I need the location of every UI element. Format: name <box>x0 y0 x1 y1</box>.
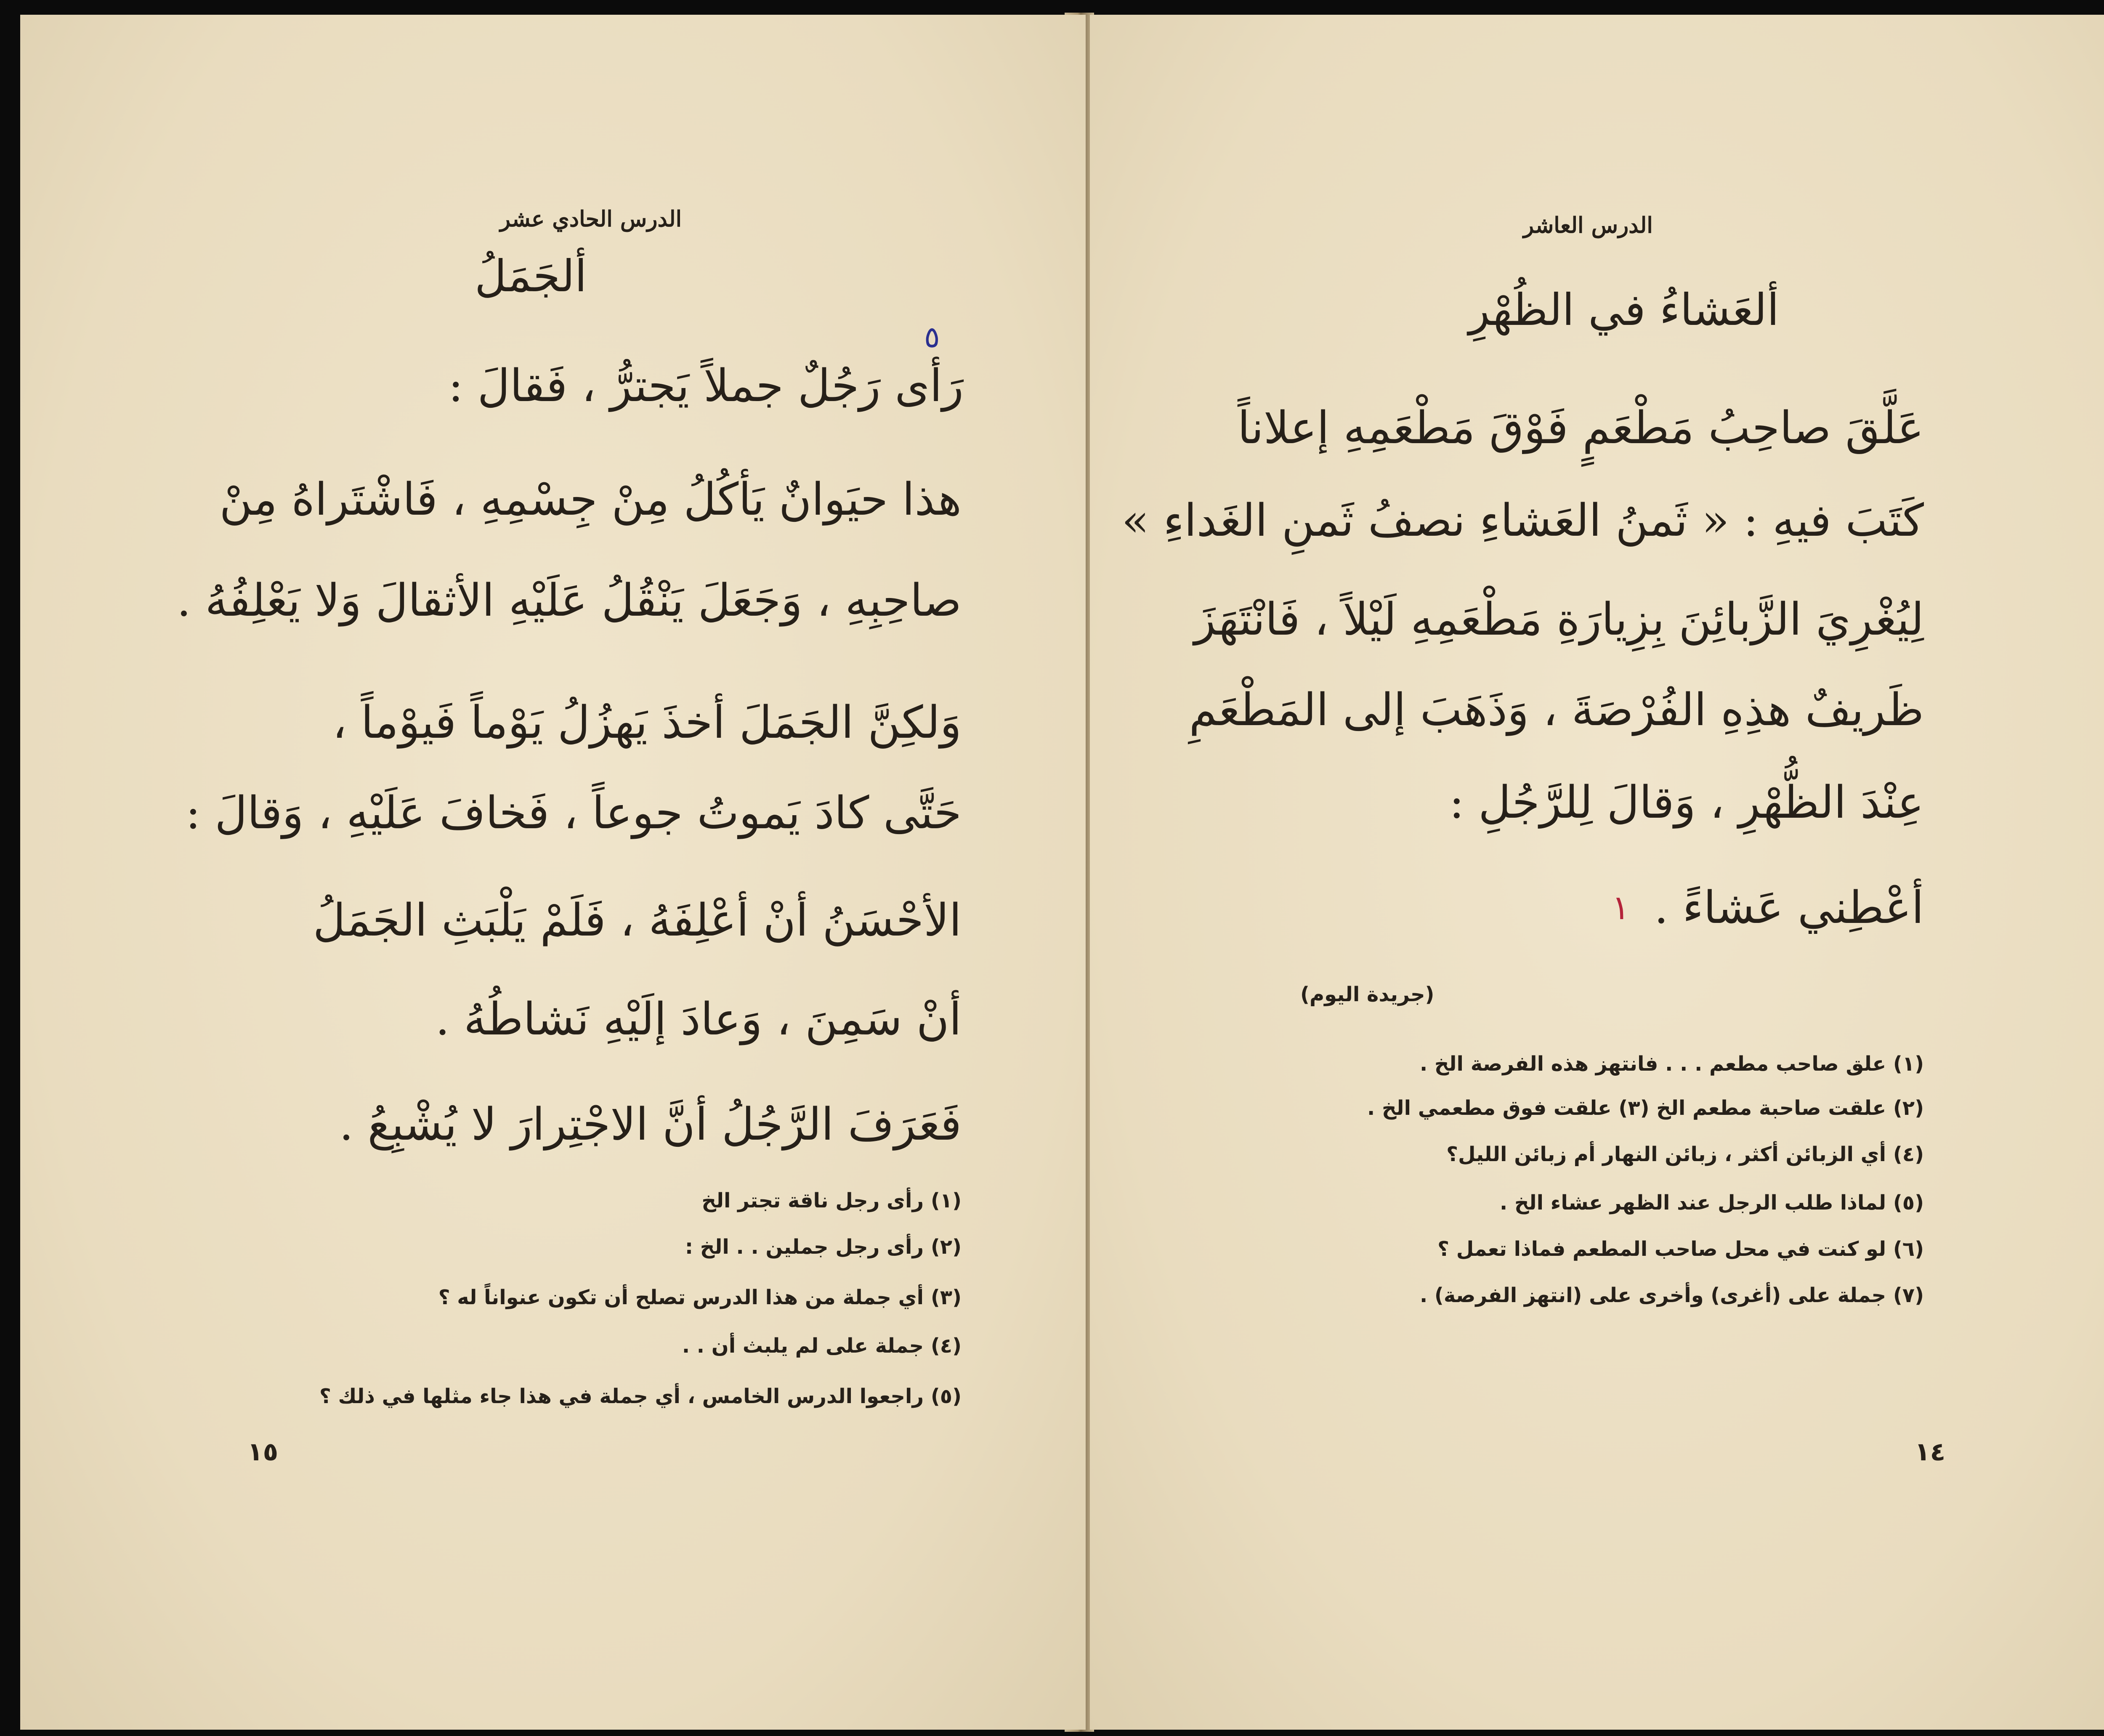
lesson-title: ألجَمَلُ <box>475 250 587 302</box>
text-line: لِيُغْرِيَ الزَّبائِنَ بِزِيارَةِ مَطْعَمِهِ لَيْلاً ، فَانْتَهَزَ <box>1194 593 1924 645</box>
text-line: أعْطِني عَشاءً . <box>1654 882 1924 933</box>
question: (٥) راجعوا الدرس الخامس ، أي جملة في هذا جاء مثلها في ذلك ؟ <box>319 1385 962 1408</box>
lesson-header: الدرس الحادي عشر <box>500 206 682 232</box>
margin-mark: ٥ <box>924 320 940 354</box>
margin-mark: ١ <box>1612 888 1630 927</box>
question: (٣) أي جملة من هذا الدرس تصلح أن تكون عنواناً له ؟ <box>438 1286 962 1309</box>
text-line: حَتَّى كادَ يَموتُ جوعاً ، فَخافَ عَلَيْهِ ، وَقالَ : <box>186 787 962 839</box>
text-line: كَتَبَ فيهِ : « ثَمنُ العَشاءِ نصفُ ثَمنِ الغَداءِ » <box>1121 494 1924 546</box>
question: (١) علق صاحب مطعم . . . فانتهز هذه الفرصة الخ . <box>1419 1052 1924 1076</box>
text-line: صاحِبِهِ ، وَجَعَلَ يَنْقُلُ عَلَيْهِ الأثقالَ وَلا يَعْلِفُهُ . <box>177 574 962 626</box>
question: (٤) جملة على لم يلبث أن . . <box>682 1334 962 1358</box>
text-line: رَأى رَجُلٌ جملاً يَجترُّ ، فَقالَ : <box>448 360 964 412</box>
question: (٢) رأى رجل جملين . . الخ : <box>685 1235 962 1259</box>
question: (١) رأى رجل ناقة تجتر الخ <box>701 1189 962 1212</box>
text-line: وَلكِنَّ الجَمَلَ أخذَ يَهزُلُ يَوْماً فَيوْماً ، <box>332 697 962 748</box>
text-line: الأحْسَنُ أنْ أعْلِفَهُ ، فَلَمْ يَلْبَثِ الجَمَلُ <box>313 894 962 946</box>
page-number: ١٤ <box>1915 1437 1946 1467</box>
source-citation: (جريدة اليوم) <box>1300 983 1435 1006</box>
text-line: فَعَرَفَ الرَّجُلُ أنَّ الاجْتِرارَ لا يُشْبِعُ . <box>339 1098 962 1150</box>
text-line: عِنْدَ الظُّهْرِ ، وَقالَ لِلرَّجُلِ : <box>1449 776 1924 828</box>
text-line: عَلَّقَ صاحِبُ مَطْعَمٍ فَوْقَ مَطْعَمِهِ إعلاناً <box>1238 402 1924 454</box>
left-page <box>20 15 1086 1730</box>
question: (٦) لو كنت في محل صاحب المطعم فماذا تعمل ؟ <box>1437 1237 1924 1261</box>
question: (٥) لماذا طلب الرجل عند الظهر عشاء الخ . <box>1500 1191 1924 1215</box>
right-page <box>1090 15 2104 1730</box>
text-line: ظَريفٌ هذِهِ الفُرْصَةَ ، وَذَهَبَ إلى المَطْعَمِ <box>1189 684 1924 736</box>
lesson-title: ألعَشاءُ في الظُهْرِ <box>1469 284 1779 335</box>
text-line: هذا حيَوانٌ يَأكُلُ مِنْ جِسْمِهِ ، فَاشْتَراهُ مِنْ <box>219 473 962 525</box>
text-line: أنْ سَمِنَ ، وَعادَ إلَيْهِ نَشاطُهُ . <box>435 993 962 1045</box>
lesson-header: الدرس العاشر <box>1523 213 1653 238</box>
question: (٤) أي الزبائن أكثر ، زبائن النهار أم زبائن الليل؟ <box>1446 1143 1924 1166</box>
page-number: ١٥ <box>247 1437 279 1467</box>
question: (٧) جملة على (أغرى) وأخرى على (انتهز الفرصة) . <box>1419 1284 1924 1307</box>
question: (٢) علقت صاحبة مطعم الخ (٣) علقت فوق مطعمي الخ . <box>1367 1096 1924 1120</box>
